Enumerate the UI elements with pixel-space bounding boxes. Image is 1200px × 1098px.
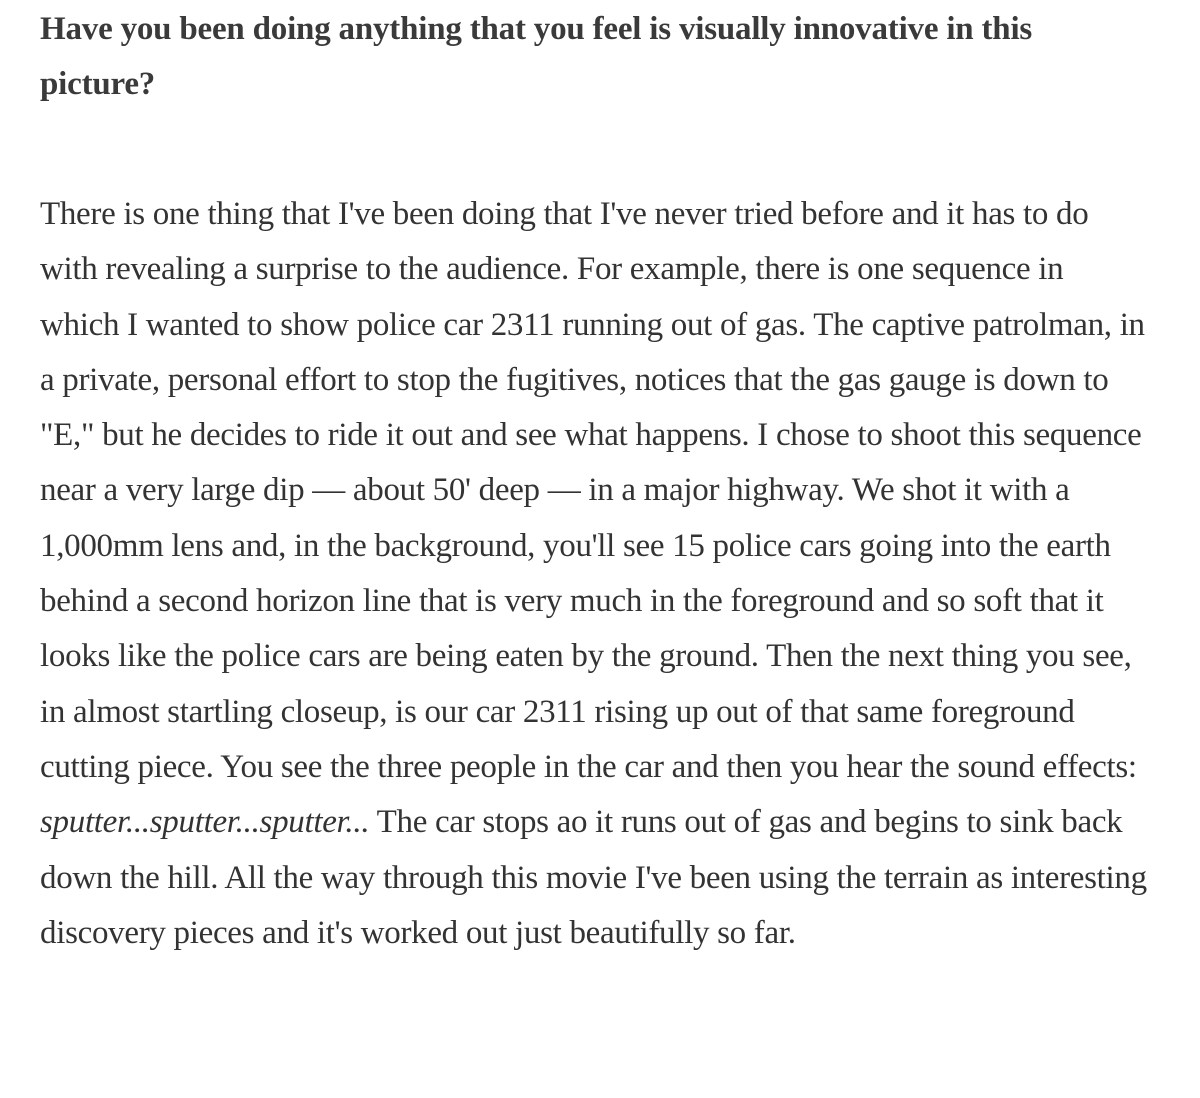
interview-question: Have you been doing anything that you feel is visually innovative in this picture?	[40, 11, 1033, 102]
sound-effect-text: sputter...sputter...sputter...	[40, 804, 370, 841]
interview-answer	[40, 187, 1150, 961]
answer-text-part-2: The car stops ao it runs out of gas and begins to sink back down the hill. All the way through this movie I've been using the terrain as interesting discovery pieces and it's worked out just beautifully so far.	[40, 804, 1147, 951]
answer-text-part-1: There is one thing that I've been doing that I've never tried before and it has to do with revealing a surprise to the audience. For example, there is one sequence in which I wanted to show police car 2311 running out of gas. The captive patrolman, in a private, personal effort to stop the fugitives, notices that the gas gauge is down to "E," but he decides to ride it out and see what happens. I chose to shoot this sequence near a very large dip — about 50' deep — in a major highway. We shot it with a 1,000mm lens and, in the background, you'll see 15 police cars going into the earth behind a second horizon line that is very much in the foreground and so soft that it looks like the police cars are being eaten by the ground. Then the next thing you see, in almost startling closeup, is our car 2311 rising up out of that same foreground cutting piece. You see the three people in the car and then you hear the sound effects:	[40, 196, 1145, 785]
interview-article	[40, 0, 1150, 961]
